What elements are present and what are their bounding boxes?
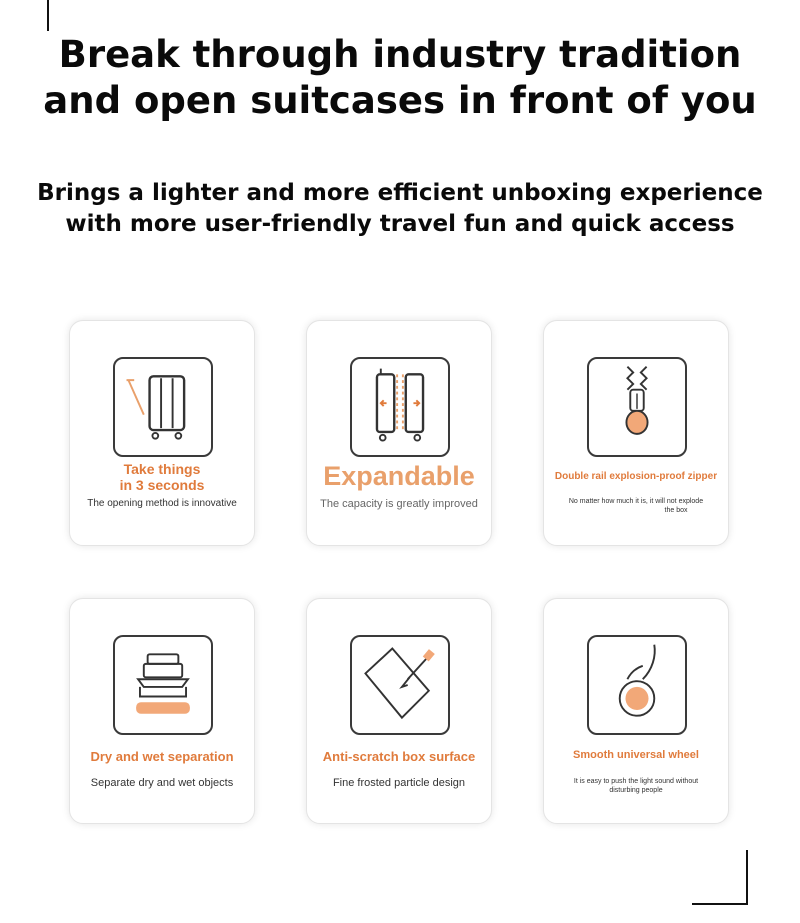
feature-description <box>544 777 728 795</box>
feature-card-expandable <box>306 320 492 546</box>
headline-line-2: and open suitcases in front of you <box>43 79 757 122</box>
headline-line-1: Break through industry tradition <box>58 33 742 76</box>
feature-card-quick-access <box>69 320 255 546</box>
feature-title: Double rail explosion-proof zipper <box>554 471 718 482</box>
subheadline-line-2: with more user-friendly travel fun and quick access <box>65 211 735 237</box>
feature-description-line-2: the box <box>664 507 688 514</box>
feature-title: Anti-scratch box surface <box>322 749 476 764</box>
corner-mark-bottom-vertical <box>746 850 748 905</box>
corner-mark-top <box>47 0 49 31</box>
headline <box>0 32 800 124</box>
feature-title: Smooth universal wheel <box>573 749 699 761</box>
feature-card-dry-wet <box>69 598 255 824</box>
corner-mark-bottom-horizontal <box>692 903 748 905</box>
subheadline-line-1: Brings a lighter and more efficient unboxing experience <box>37 180 763 206</box>
feature-description: Separate dry and wet objects <box>90 777 234 789</box>
subheadline <box>0 178 800 240</box>
feature-title-line-1: Take things <box>123 461 201 477</box>
wheel-icon <box>587 635 687 735</box>
feature-title: Expandable <box>323 461 475 491</box>
feature-description-line-1: No matter how much it is, it will not explode <box>568 498 704 505</box>
feature-card-zipper <box>543 320 729 546</box>
feature-description: The opening method is innovative <box>87 498 237 509</box>
feature-title: Dry and wet separation <box>90 749 234 764</box>
zipper-icon <box>587 357 687 457</box>
feature-description <box>544 497 728 515</box>
feature-title <box>70 461 254 493</box>
feature-title-line-2: in 3 seconds <box>119 477 205 493</box>
feature-description-line-2: disturbing people <box>609 787 663 794</box>
scratch-surface-icon <box>350 635 450 735</box>
feature-card-anti-scratch <box>306 598 492 824</box>
feature-description: Fine frosted particle design <box>332 777 466 789</box>
suitcase-open-icon <box>113 357 213 457</box>
suitcase-expand-icon <box>350 357 450 457</box>
feature-card-wheel <box>543 598 729 824</box>
compartment-icon <box>113 635 213 735</box>
feature-description-line-1: It is easy to push the light sound without <box>573 778 699 785</box>
feature-description: The capacity is greatly improved <box>320 498 478 510</box>
